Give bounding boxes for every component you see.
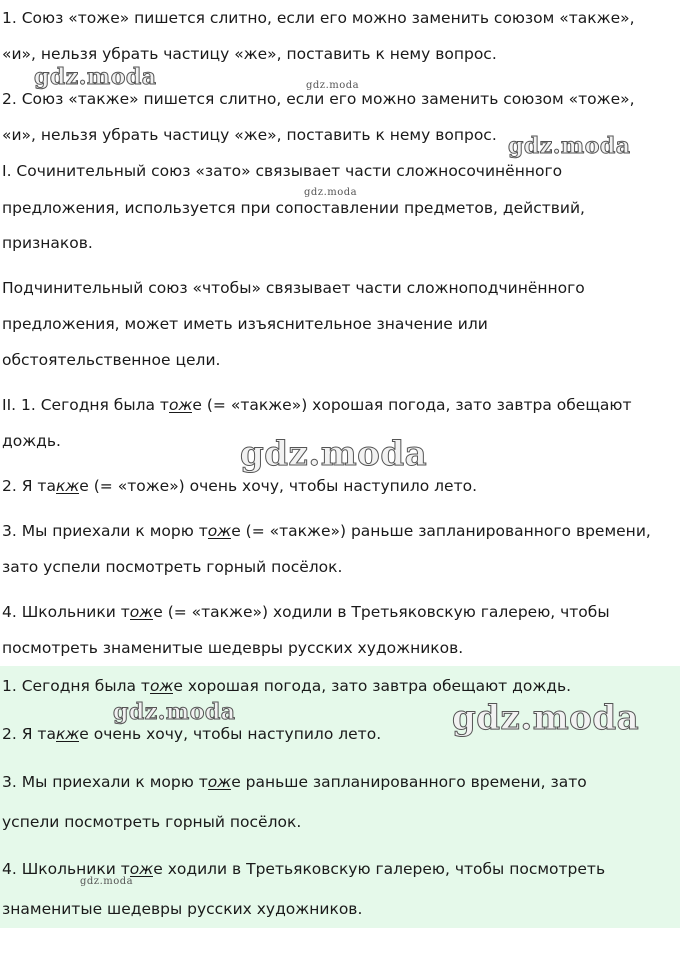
rule-3-line-1: I. Сочинительный союз «зато» связывает части сложносочинённого — [2, 162, 563, 180]
morpheme-mark: ож — [207, 522, 232, 540]
answer-3-line-1: 3. Мы приехали к морю тоже раньше запланированного времени, зато — [2, 773, 587, 791]
morpheme-mark: ож — [129, 603, 154, 621]
sentence-4-line-1: 4. Школьники тоже (= «также») ходили в Третьяковскую галерею, чтобы — [2, 603, 610, 621]
watermark-logo: gdz.moda — [304, 187, 358, 198]
watermark-logo: gdz.moda — [452, 698, 640, 738]
sentence-4-line-2: посмотреть знаменитые шедевры русских художников. — [2, 639, 464, 657]
rule-1-line-2: «и», нельзя убрать частицу «же», поставить к нему вопрос. — [2, 45, 497, 63]
morpheme-mark: ож — [168, 396, 193, 414]
watermark-logo: gdz.moda — [240, 434, 428, 474]
watermark-logo: gdz.moda — [34, 64, 157, 90]
rule-1-line-1: 1. Союз «тоже» пишется слитно, если его можно заменить союзом «также», — [2, 9, 635, 27]
rule-4-line-3: обстоятельственное цели. — [2, 351, 221, 369]
watermark-logo: gdz.moda — [306, 80, 360, 91]
watermark-logo: gdz.moda — [80, 876, 134, 887]
answer-4-line-1: 4. Школьники тоже ходили в Третьяковскую галерею, чтобы посмотреть — [2, 860, 606, 878]
morpheme-mark: ож — [149, 677, 174, 695]
answer-3-line-2: успели посмотреть горный посёлок. — [2, 813, 302, 831]
morpheme-mark: ож — [129, 860, 154, 878]
rule-4-line-2: предложения, может иметь изъяснительное значение или — [2, 315, 488, 333]
rule-3-line-3: признаков. — [2, 234, 93, 252]
answer-1-line-1: 1. Сегодня была тоже хорошая погода, зато завтра обещают дождь. — [2, 677, 572, 695]
rule-4-line-1: Подчинительный союз «чтобы» связывает части сложноподчинённого — [2, 279, 585, 297]
watermark-logo: gdz.moda — [113, 699, 236, 725]
rule-2-line-2: «и», нельзя убрать частицу «же», поставить к нему вопрос. — [2, 126, 497, 144]
watermark-logo: gdz.moda — [508, 133, 631, 159]
morpheme-mark: ож — [207, 773, 232, 791]
answer-4-line-2: знаменитые шедевры русских художников. — [2, 900, 363, 918]
sentence-3-line-1: 3. Мы приехали к морю тоже (= «также») раньше запланированного времени, — [2, 522, 651, 540]
rule-3-line-2: предложения, используется при сопоставлении предметов, действий, — [2, 199, 585, 217]
rule-2-line-1: 2. Союз «также» пишется слитно, если его можно заменить союзом «тоже», — [2, 90, 635, 108]
sentence-1-line-2: дождь. — [2, 432, 61, 450]
sentence-2-line-1: 2. Я также (= «тоже») очень хочу, чтобы наступило лето. — [2, 477, 478, 495]
sentence-1-line-1: II. 1. Сегодня была тоже (= «также») хорошая погода, зато завтра обещают — [2, 396, 632, 414]
sentence-3-line-2: зато успели посмотреть горный посёлок. — [2, 558, 343, 576]
morpheme-mark: кж — [55, 477, 80, 495]
answer-2-line-1: 2. Я также очень хочу, чтобы наступило лето. — [2, 725, 382, 743]
morpheme-mark: кж — [55, 725, 80, 743]
